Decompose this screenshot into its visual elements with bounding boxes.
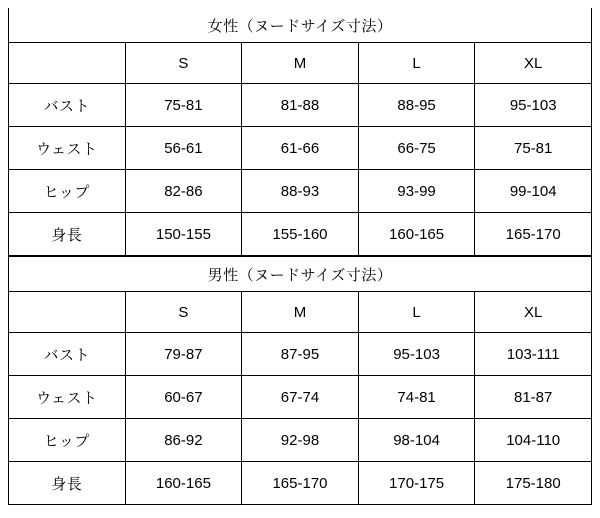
cell-height-s: 150-155	[125, 213, 242, 256]
cell-height-l: 160-165	[358, 213, 475, 256]
column-header-s: S	[125, 292, 242, 333]
table-row	[9, 84, 592, 127]
cell-waist-l: 74-81	[358, 376, 475, 419]
column-header-l: L	[358, 43, 475, 84]
cell-hip-xl: 99-104	[475, 170, 592, 213]
column-header-blank	[9, 43, 126, 84]
cell-hip-m: 92-98	[242, 419, 359, 462]
cell-hip-s: 82-86	[125, 170, 242, 213]
cell-bust-s: 75-81	[125, 84, 242, 127]
cell-waist-xl: 81-87	[475, 376, 592, 419]
table-row	[9, 462, 592, 505]
table-row	[9, 376, 592, 419]
row-label-height: 身長	[9, 462, 126, 505]
table-row	[9, 213, 592, 256]
cell-height-s: 160-165	[125, 462, 242, 505]
column-header-l: L	[358, 292, 475, 333]
cell-height-l: 170-175	[358, 462, 475, 505]
cell-height-m: 155-160	[242, 213, 359, 256]
cell-bust-xl: 103-111	[475, 333, 592, 376]
table-row	[9, 127, 592, 170]
row-label-waist: ウェスト	[9, 376, 126, 419]
row-label-hip: ヒップ	[9, 419, 126, 462]
cell-waist-l: 66-75	[358, 127, 475, 170]
table-header-row	[9, 292, 592, 333]
cell-hip-s: 86-92	[125, 419, 242, 462]
table-caption-male: 男性（ヌードサイズ寸法）	[9, 257, 592, 292]
row-label-hip: ヒップ	[9, 170, 126, 213]
column-header-blank	[9, 292, 126, 333]
table-caption-row	[9, 257, 592, 292]
cell-bust-l: 88-95	[358, 84, 475, 127]
cell-waist-s: 56-61	[125, 127, 242, 170]
table-caption-row	[9, 8, 592, 43]
cell-bust-m: 87-95	[242, 333, 359, 376]
cell-waist-s: 60-67	[125, 376, 242, 419]
column-header-m: M	[242, 292, 359, 333]
cell-height-m: 165-170	[242, 462, 359, 505]
cell-waist-m: 61-66	[242, 127, 359, 170]
table-row	[9, 170, 592, 213]
cell-height-xl: 175-180	[475, 462, 592, 505]
size-table-female	[8, 8, 592, 256]
column-header-m: M	[242, 43, 359, 84]
cell-hip-l: 93-99	[358, 170, 475, 213]
cell-hip-l: 98-104	[358, 419, 475, 462]
cell-bust-l: 95-103	[358, 333, 475, 376]
column-header-xl: XL	[475, 43, 592, 84]
cell-waist-m: 67-74	[242, 376, 359, 419]
row-label-height: 身長	[9, 213, 126, 256]
cell-bust-m: 81-88	[242, 84, 359, 127]
cell-bust-s: 79-87	[125, 333, 242, 376]
cell-height-xl: 165-170	[475, 213, 592, 256]
cell-hip-xl: 104-110	[475, 419, 592, 462]
row-label-bust: バスト	[9, 333, 126, 376]
size-table-male	[8, 256, 592, 505]
table-row	[9, 333, 592, 376]
cell-waist-xl: 75-81	[475, 127, 592, 170]
column-header-xl: XL	[475, 292, 592, 333]
cell-hip-m: 88-93	[242, 170, 359, 213]
row-label-bust: バスト	[9, 84, 126, 127]
table-header-row	[9, 43, 592, 84]
table-caption-female: 女性（ヌードサイズ寸法）	[9, 8, 592, 43]
row-label-waist: ウェスト	[9, 127, 126, 170]
column-header-s: S	[125, 43, 242, 84]
table-row	[9, 419, 592, 462]
cell-bust-xl: 95-103	[475, 84, 592, 127]
